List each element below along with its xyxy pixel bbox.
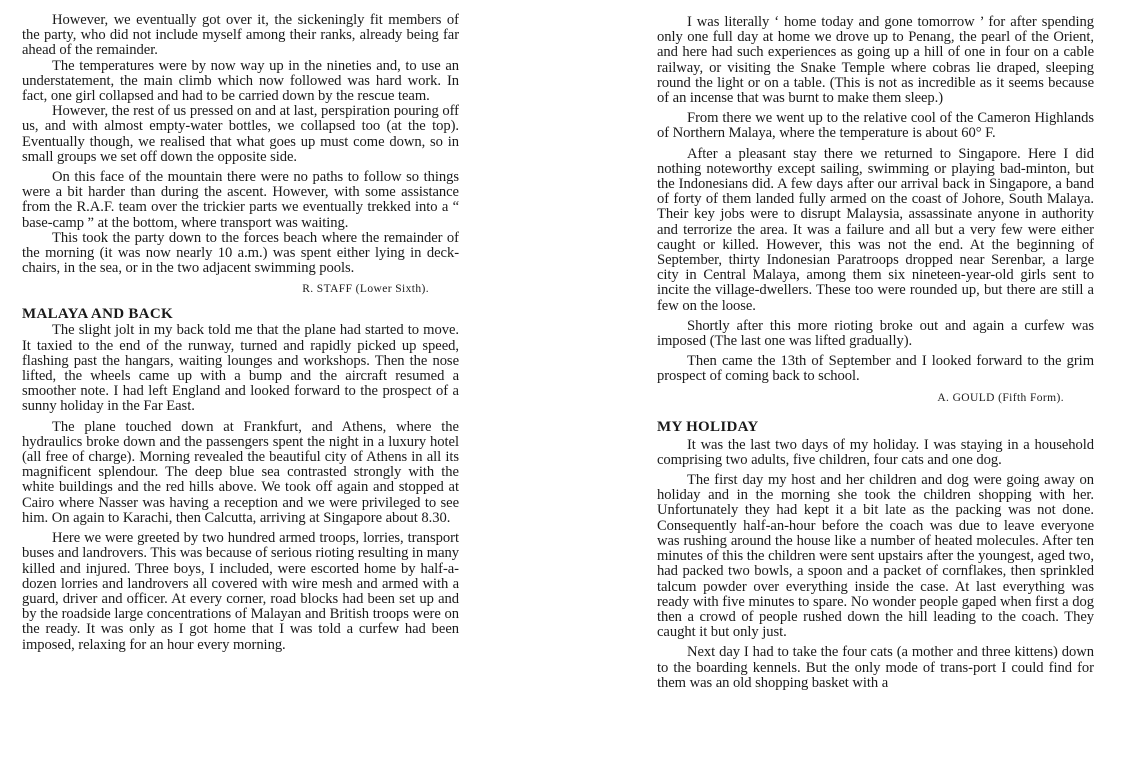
right-column [657, 15, 1094, 691]
paragraph: I was literally ‘ home today and gone tomorrow ’ for after spending only one full day at home we drove up to Penang, the pearl of the Orient, and here had such experiences as going up a hill of one in four on a cable railway, or visiting the Snake Temple where cobras lie draped, sleeping round the light or on a table. (This is not as incredible as it seems because of an incense that was burnt to make them sleep.) [657, 14, 1094, 107]
paragraph: The first day my host and her children and dog were going away on holiday and in the morning she took the children shopping with her. Unfortunately they had kept it a bit late as the packing was not done. Consequently half-an-hour before the coach was due to leave everyone was rushing around the house like a number of heated molecules. After ten minutes of this the children were sent upstairs after the youngest, aged two, had packed two bowls, a spoon and a packet of cornflakes, then sprinkled talcum powder over everything inside the case. At last everything was ready with five minutes to spare. No wonder people gaped when first a dog then a crowd of people rushed down the hill leading to the coach. They caught it but only just. [657, 472, 1094, 641]
paragraph: However, we eventually got over it, the sickeningly fit members of the party, who did not include myself among their ranks, already being far ahead of the remainder. [22, 12, 459, 59]
article-heading: MY HOLIDAY [657, 418, 759, 435]
paragraph: However, the rest of us pressed on and at last, perspiration pouring off us, and with almost empty-water bottles, we collapsed too (at the top). Eventually though, we realised that what goes up must come down, so in small groups we set off down the opposite side. [22, 103, 459, 165]
author-signature: R. STAFF (Lower Sixth). [302, 283, 429, 296]
paragraph: On this face of the mountain there were no paths to follow so things were a bit harder than during the ascent. However, with some assistance from the R.A.F. team over the trickier parts we eventually trekked into a “ base-camp ” at the bottom, where transport was waiting. [22, 169, 459, 231]
paragraph: It was the last two days of my holiday. I was staying in a household comprising two adults, five children, four cats and one dog. [657, 436, 1094, 468]
paragraph: After a pleasant stay there we returned to Singapore. Here I did nothing noteworthy except sailing, swimming or playing bad-minton, but the Indonesians did. A few days after our arrival back in Singapore, a band of forty of them landed fully armed on the coast of Johore, South Malaya. Their key jobs were to disrupt Malaysia, assassinate anyone in authority and terrorize the area. It was a failure and all but a very few were either caught or killed. However, this was not the end. At the beginning of September, thirty Indonesian Paratroops dropped near Serenbar, a large city in Central Malaya, among them six nineteen-year-old girls sent to incite the village-dwellers. These too were rounded up, but there are still a few on the loose. [657, 145, 1094, 314]
left-column [22, 13, 459, 653]
author-signature: A. GOULD (Fifth Form). [937, 391, 1064, 404]
paragraph: Next day I had to take the four cats (a mother and three kittens) down to the boarding kennels. But the only mode of trans-port I could find for them was an old shopping basket with a [657, 644, 1094, 691]
paragraph: Then came the 13th of September and I looked forward to the grim prospect of coming back to school. [657, 353, 1094, 385]
article-heading: MALAYA AND BACK [22, 306, 173, 323]
paragraph: The temperatures were by now way up in the nineties and, to use an understatement, the main climb which now followed was hard work. In fact, one girl collapsed and had to be carried down by the rescue team. [22, 57, 459, 105]
paragraph: Shortly after this more rioting broke out and again a curfew was imposed (The last one was lifted gradually). [657, 317, 1094, 350]
paragraph: The slight jolt in my back told me that the plane had started to move. It taxied to the end of the runway, turned and rapidly picked up speed, flashing past the hangars, waiting lounges and workshops. Then the nose lifted, the wheels came up with a bump and the aircraft resumed a smoother note. I had left England and looked forward to the prospect of a sunny holiday in the Far East. [22, 322, 459, 415]
paragraph: From there we went up to the relative cool of the Cameron Highlands of Northern Malaya, where the temperature is about 60° F. [657, 110, 1094, 142]
paragraph: This took the party down to the forces beach where the remainder of the morning (it was now nearly 10 a.m.) was spent either lying in deck-chairs, in the sea, or in the two adjacent swimming pools. [22, 229, 459, 277]
paragraph: The plane touched down at Frankfurt, and Athens, where the hydraulics broke down and the passengers spent the night in a luxury hotel (all free of charge). Morning revealed the beautiful city of Athens in all its magnificent splendour. The deep blue sea contrasted strongly with the white buildings and the red hills above. We took off again and stopped at Cairo where Nasser was having a reception and we were privileged to see him. On again to Karachi, then Calcutta, arriving at Singapore about 8.30. [22, 418, 459, 526]
paragraph: Here we were greeted by two hundred armed troops, lorries, transport buses and landrovers. This was because of serious rioting resulting in many killed and injured. Three boys, I included, were escorted home by half-a-dozen lorries and landrovers all covered with wire mesh and armed with a guard, driver and officer. At every corner, road blocks had been set up and by the roadside large concentrations of Malayan and British troops were on the ready. It was only as I got home that I was told a curfew had been imposed, relaxing for an hour every morning. [22, 530, 459, 653]
